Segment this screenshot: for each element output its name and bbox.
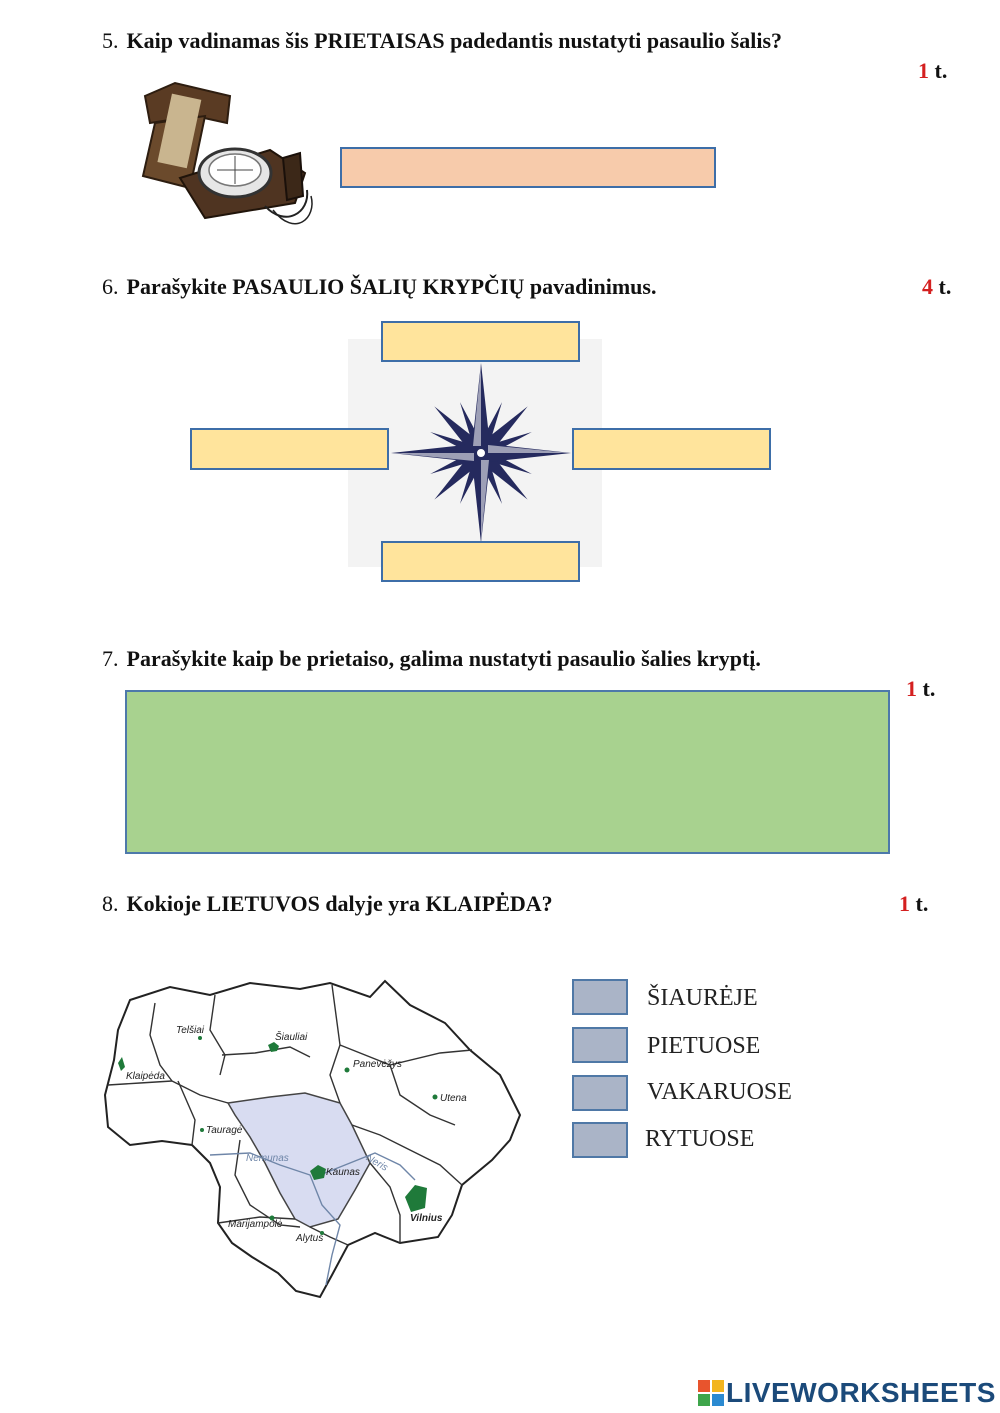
question-number: 7. xyxy=(102,646,119,671)
question-text: Parašykite kaip be prietaiso, galima nustatyti pasaulio šalies kryptį. xyxy=(126,646,761,671)
option-checkbox-north[interactable] xyxy=(572,979,628,1015)
option-label-south: PIETUOSE xyxy=(647,1033,761,1059)
points-unit: t. xyxy=(915,891,929,916)
map-label: Marijampolė xyxy=(228,1219,283,1230)
points-unit: t. xyxy=(934,58,948,83)
map-river-label: Nemunas xyxy=(246,1153,289,1164)
logo-text: LIVEWORKSHEETS xyxy=(726,1377,996,1408)
liveworksheets-logo xyxy=(698,1378,996,1408)
question-7 xyxy=(102,646,761,672)
answer-north-input[interactable] xyxy=(381,321,580,362)
map-label: Klaipėda xyxy=(126,1071,165,1082)
question-5 xyxy=(102,28,782,54)
question-text: Kaip vadinamas šis PRIETAISAS padedantis nustatyti pasaulio šalis? xyxy=(126,28,783,53)
option-label-west: VAKARUOSE xyxy=(647,1079,792,1105)
compass-rose-icon xyxy=(390,362,572,544)
question-6 xyxy=(102,274,656,300)
answer-q7-textarea[interactable] xyxy=(125,690,890,854)
points-q5 xyxy=(918,58,947,84)
points-q7 xyxy=(906,676,935,702)
map-label: Utena xyxy=(440,1093,467,1104)
option-checkbox-south[interactable] xyxy=(572,1027,628,1063)
points-q6 xyxy=(922,274,951,300)
map-label: Vilnius xyxy=(410,1213,443,1224)
answer-q5-input[interactable] xyxy=(340,147,716,188)
lithuania-map xyxy=(100,975,530,1305)
map-river-label: Neris xyxy=(363,1152,390,1174)
compass-device-image xyxy=(135,78,320,243)
answer-south-input[interactable] xyxy=(381,541,580,582)
question-number: 6. xyxy=(102,274,119,299)
question-text: Parašykite PASAULIO ŠALIŲ KRYPČIŲ pavadinimus. xyxy=(126,274,657,299)
logo-badge-icon xyxy=(698,1380,724,1406)
points-unit: t. xyxy=(922,676,936,701)
points-value: 1 xyxy=(906,676,917,701)
points-unit: t. xyxy=(938,274,952,299)
option-checkbox-west[interactable] xyxy=(572,1075,628,1111)
option-checkbox-east[interactable] xyxy=(572,1122,628,1158)
map-label: Šiauliai xyxy=(275,1032,308,1043)
points-value: 4 xyxy=(922,274,933,299)
question-text: Kokioje LIETUVOS dalyje yra KLAIPĖDA? xyxy=(126,891,553,916)
map-label: Panevėžys xyxy=(353,1059,402,1070)
answer-east-input[interactable] xyxy=(572,428,771,470)
question-number: 5. xyxy=(102,28,119,53)
points-q8 xyxy=(899,891,928,917)
points-value: 1 xyxy=(899,891,910,916)
question-8 xyxy=(102,891,553,917)
option-label-north: ŠIAURĖJE xyxy=(647,985,758,1011)
question-number: 8. xyxy=(102,891,119,916)
map-label: Kaunas xyxy=(326,1167,360,1178)
points-value: 1 xyxy=(918,58,929,83)
option-label-east: RYTUOSE xyxy=(645,1126,755,1152)
map-label: Alytus xyxy=(296,1233,324,1244)
answer-west-input[interactable] xyxy=(190,428,389,470)
map-label: Tauragė xyxy=(206,1125,243,1136)
map-label: Telšiai xyxy=(176,1025,204,1036)
